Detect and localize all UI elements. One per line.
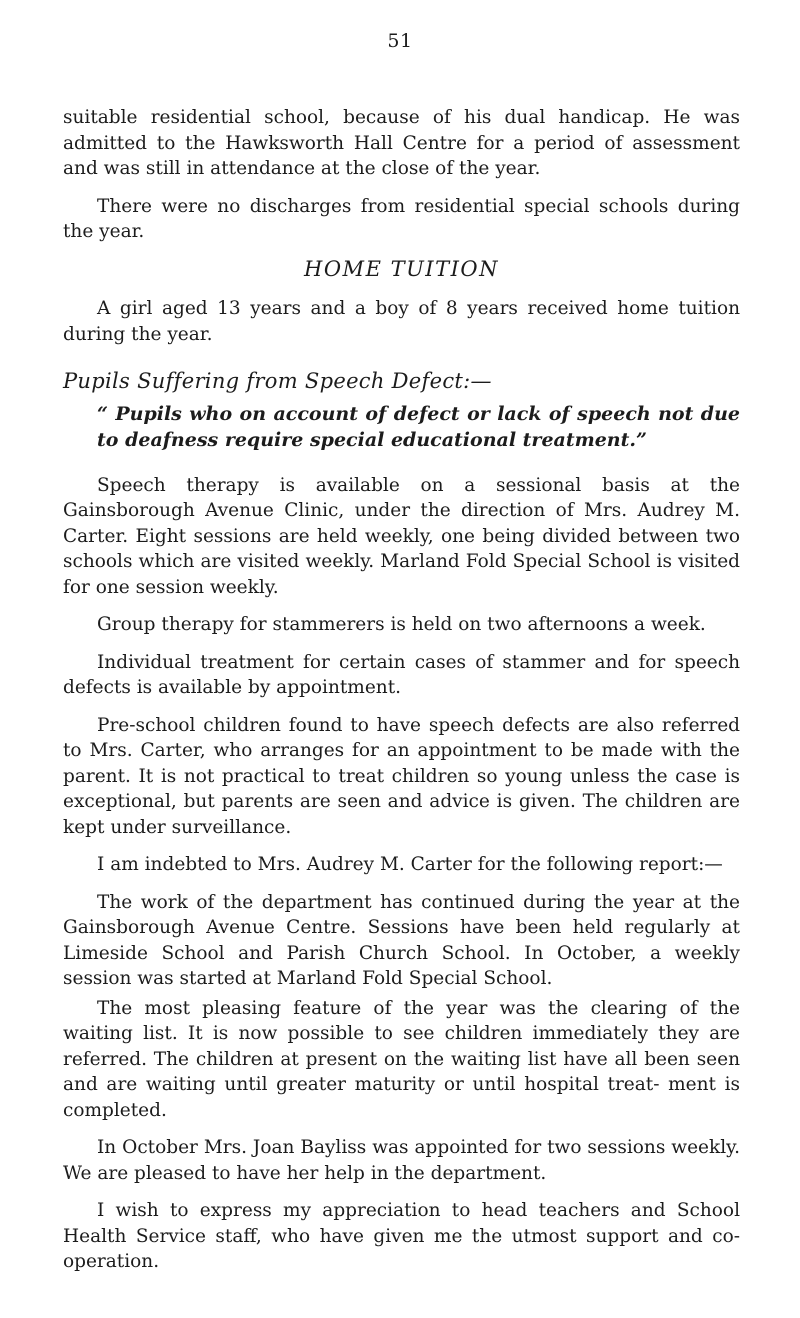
paragraph-report-appreciation: I wish to express my appreciation to head teachers and School Health Service staff, who have given me the utmost support and co-operation. — [63, 1200, 740, 1272]
paragraph-individual-treatment: Individual treatment for certain cases of stammer and for speech defects is available by appointment. — [63, 651, 740, 698]
paragraph-continuation: suitable residential school, because of his dual handicap. He was admitted to the Hawksworth Hall Centre for a period of assessment and was still in attendance at the close of the year. — [63, 107, 740, 179]
paragraph-home-tuition: A girl aged 13 years and a boy of 8 years received home tuition during the year. — [63, 298, 740, 345]
paragraph-speech-therapy: Speech therapy is available on a sessional basis at the Gainsborough Avenue Clinic, under the direction of Mrs. Audrey M. Carter. Eight sessions are held weekly, one being divided between two schools which are visited weekly. Marland Fold Special School is visited for one session weekly. — [63, 474, 740, 598]
home-tuition-heading: HOME TUITION — [304, 256, 499, 281]
speech-defect-definition-quote: “ Pupils who on account of defect or lack of speech not due to deafness require special educational treatment.” — [97, 402, 740, 451]
paragraph-group-therapy: Group therapy for stammerers is held on two afternoons a week. — [97, 614, 706, 635]
paragraph-discharges: There were no discharges from residential special schools during the year. — [63, 195, 740, 242]
page-number: 51 — [387, 30, 413, 52]
paragraph-report-waiting-list: The most pleasing feature of the year was the clearing of the waiting list. It is now possible to see children immediately they are referred. The children at present on the waiting list have all been seen and are waiting until greater maturity or until hospital treat- ment is completed. — [63, 997, 740, 1121]
paragraph-report-appointment: In October Mrs. Joan Bayliss was appointed for two sessions weekly. We are pleased to have her help in the department. — [63, 1137, 740, 1184]
paragraph-report-work: The work of the department has continued during the year at the Gainsborough Avenue Centre. Sessions have been held regularly at Limeside School and Parish Church School. In October, a weekly session was started at Marland Fold Special School. — [63, 891, 740, 989]
paragraph-pre-school: Pre-school children found to have speech defects are also referred to Mrs. Carter, who arranges for an appointment to be made with the parent. It is not practical to treat children so young unless the case is exceptional, but parents are seen and advice is given. The children are kept under surveillance. — [63, 714, 740, 838]
paragraph-report-intro: I am indebted to Mrs. Audrey M. Carter for the following report:— — [97, 854, 723, 875]
body-text — [63, 105, 740, 1287]
speech-defect-heading: Pupils Suffering from Speech Defect:— — [63, 369, 492, 393]
